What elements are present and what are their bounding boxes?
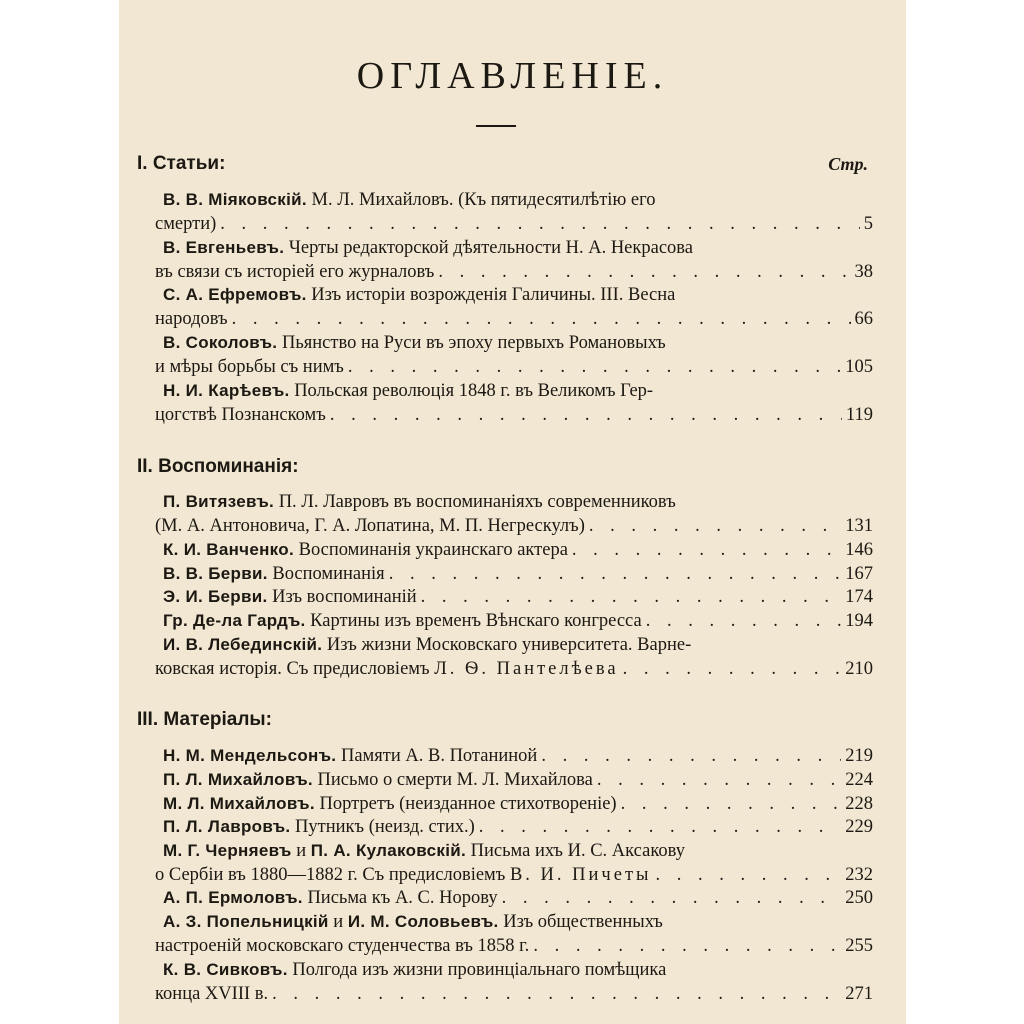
- leader-dots: [220, 212, 859, 236]
- entry-title: Картины изъ временъ Вѣнскаго конгресса: [310, 611, 642, 631]
- entry-title: Изъ воспоминаній: [272, 587, 417, 607]
- leader-dots: [232, 307, 851, 331]
- entry-title-cont: (М. А. Антоновича, Г. А. Лопатина, М. П. Негрескулъ): [155, 516, 585, 536]
- toc-entry[interactable]: [155, 633, 873, 681]
- entry-page: 105: [845, 357, 873, 377]
- entry-page: 38: [854, 262, 873, 282]
- entry-page: 232: [845, 865, 873, 885]
- entry-author: А. П. Ермоловъ.: [163, 888, 303, 907]
- entry-title-cont: конца XVIII в.: [155, 984, 269, 1004]
- entry-title: Путникъ (неизд. стих.): [295, 817, 475, 837]
- entry-page: 194: [845, 611, 873, 631]
- entry-editor-name: В. И. Пичеты: [509, 865, 652, 885]
- entry-page: 229: [845, 817, 873, 837]
- entry-title: Изъ исторіи возрожденія Галичины. III. Весна: [311, 285, 676, 305]
- entry-author: К. И. Ванченко.: [163, 540, 294, 559]
- entry-page: 255: [845, 936, 873, 956]
- entry-page: 66: [854, 309, 873, 329]
- entry-page: 250: [845, 888, 873, 908]
- entry-author: В. В. Берви.: [163, 564, 268, 583]
- leader-dots: [572, 538, 841, 562]
- entry-title: Письмо о смерти М. Л. Михайлова: [317, 770, 593, 790]
- leader-dots: [272, 982, 841, 1006]
- entry-joiner: и: [333, 912, 344, 932]
- leader-dots: [330, 403, 842, 427]
- entry-page: 167: [845, 564, 873, 584]
- entry-author: Э. И. Берви.: [163, 587, 268, 606]
- entry-author: С. А. Ефремовъ.: [163, 285, 307, 304]
- entry-author: П. Л. Лавровъ.: [163, 817, 291, 836]
- leader-dots: [589, 514, 841, 538]
- leader-dots: [421, 585, 842, 609]
- leader-dots: [621, 792, 842, 816]
- toc-entry[interactable]: [163, 744, 873, 768]
- entry-title-cont: и мѣры борьбы съ нимъ: [155, 357, 344, 377]
- entry-title: Изъ общественныхъ: [503, 912, 663, 932]
- entry-title-cont: въ связи съ исторіей его журналовъ: [155, 262, 435, 282]
- leader-dots: [533, 934, 841, 958]
- section-heading-memoirs: II. Воспоминанія:: [137, 456, 299, 477]
- toc-entry[interactable]: [163, 609, 873, 633]
- toc-entry[interactable]: [163, 815, 873, 839]
- title-divider: [476, 125, 516, 127]
- toc-entry[interactable]: [163, 585, 873, 609]
- entry-title-cont: смерти): [155, 214, 217, 234]
- leader-dots: [438, 260, 850, 284]
- entry-page: 174: [845, 587, 873, 607]
- entry-author: Н. М. Мендельсонъ.: [163, 746, 337, 765]
- entry-author: И. В. Лебединскій.: [163, 635, 323, 654]
- entry-editor-name: Л. Ѳ. Пантелѣева: [434, 659, 619, 679]
- entry-joiner: и: [296, 841, 307, 861]
- entry-title: Полгода изъ жизни провинціальнаго помѣщика: [292, 960, 667, 980]
- leader-dots: [655, 863, 841, 887]
- page-column-label: Стр.: [828, 154, 868, 174]
- leader-dots: [389, 562, 842, 586]
- entry-author: В. Евгеньевъ.: [163, 238, 285, 257]
- entry-page: 224: [845, 770, 873, 790]
- section-heading-articles: I. Статьи:: [137, 153, 226, 174]
- page: [119, 0, 906, 1024]
- toc-entry[interactable]: [155, 379, 873, 427]
- entry-author: Гр. Де-ла Гардъ.: [163, 611, 306, 630]
- entry-title-cont: настроеній московскаго студенчества въ 1858 г.: [155, 936, 530, 956]
- toc-entry[interactable]: [163, 562, 873, 586]
- entry-title: Польская революція 1848 г. въ Великомъ Гер-: [294, 381, 654, 401]
- entry-author: М. Г. Черняевъ: [163, 841, 292, 860]
- entry-title: Черты редакторской дѣятельности Н. А. Некрасова: [288, 238, 693, 258]
- entry-page: 219: [845, 746, 873, 766]
- entry-coauthor: П. А. Кулаковскій.: [310, 841, 466, 860]
- toc-entry[interactable]: [163, 768, 873, 792]
- leader-dots: [623, 657, 842, 681]
- leader-dots: [646, 609, 842, 633]
- entry-title: Воспоминанія: [272, 564, 385, 584]
- toc-entry[interactable]: [163, 538, 873, 562]
- leader-dots: [348, 355, 841, 379]
- entry-author: П. Л. Михайловъ.: [163, 770, 313, 789]
- entry-title: Портретъ (неизданное стихотвореніе): [319, 794, 617, 814]
- entry-title: П. Л. Лавровъ въ воспоминаніяхъ современниковъ: [278, 492, 676, 512]
- toc-entry[interactable]: [155, 910, 873, 958]
- entry-page: 131: [845, 516, 873, 536]
- toc-entry[interactable]: [155, 958, 873, 1006]
- entry-title: Воспоминанія украинскаго актера: [298, 540, 568, 560]
- entry-page: 210: [845, 659, 873, 679]
- toc-entry[interactable]: [155, 236, 873, 284]
- entry-title: Пьянство на Руси въ эпоху первыхъ Романовыхъ: [281, 333, 666, 353]
- entry-title: Письма ихъ И. С. Аксакову: [470, 841, 685, 861]
- entry-title: Памяти А. В. Потаниной: [340, 746, 538, 766]
- entry-page: 119: [845, 405, 873, 425]
- entry-title-cont: народовъ: [155, 309, 228, 329]
- toc-entry[interactable]: [155, 283, 873, 331]
- entry-page: 271: [845, 984, 873, 1004]
- leader-dots: [541, 744, 841, 768]
- entry-author: А. З. Попельницкій: [163, 912, 329, 931]
- entry-title: М. Л. Михайловъ. (Къ пятидесятилѣтію его: [311, 190, 656, 210]
- toc-entry[interactable]: [163, 792, 873, 816]
- leader-dots: [597, 768, 841, 792]
- entry-page: 146: [845, 540, 873, 560]
- toc-entry[interactable]: [155, 490, 873, 538]
- entry-author: П. Витязевъ.: [163, 492, 275, 511]
- toc-entry[interactable]: [163, 886, 873, 910]
- toc-entry[interactable]: [155, 188, 873, 236]
- entry-author: М. Л. Михайловъ.: [163, 794, 315, 813]
- entry-title-cont: цогствѣ Познанскомъ: [155, 405, 326, 425]
- entry-title-cont: о Сербіи въ 1880—1882 г. Съ предисловіемъ: [155, 865, 506, 885]
- entry-author: В. Соколовъ.: [163, 333, 278, 352]
- page-title: ОГЛАВЛЕНІЕ.: [356, 55, 669, 97]
- entry-author: К. В. Сивковъ.: [163, 960, 288, 979]
- leader-dots: [502, 886, 842, 910]
- toc-entry[interactable]: [155, 331, 873, 379]
- entry-coauthor: И. М. Соловьевъ.: [347, 912, 499, 931]
- section-heading-materials: III. Матеріалы:: [137, 709, 272, 730]
- entry-author: В. В. Міяковскій.: [163, 190, 307, 209]
- toc-entry[interactable]: [155, 839, 873, 887]
- entry-page: 5: [863, 214, 873, 234]
- entry-title: Письма къ А. С. Норову: [307, 888, 498, 908]
- entry-author: Н. И. Карѣевъ.: [163, 381, 290, 400]
- entry-title-cont: ковская исторія. Съ предисловіемъ: [155, 659, 430, 679]
- entry-page: 228: [845, 794, 873, 814]
- leader-dots: [479, 815, 841, 839]
- entry-title: Изъ жизни Московскаго университета. Варне-: [326, 635, 692, 655]
